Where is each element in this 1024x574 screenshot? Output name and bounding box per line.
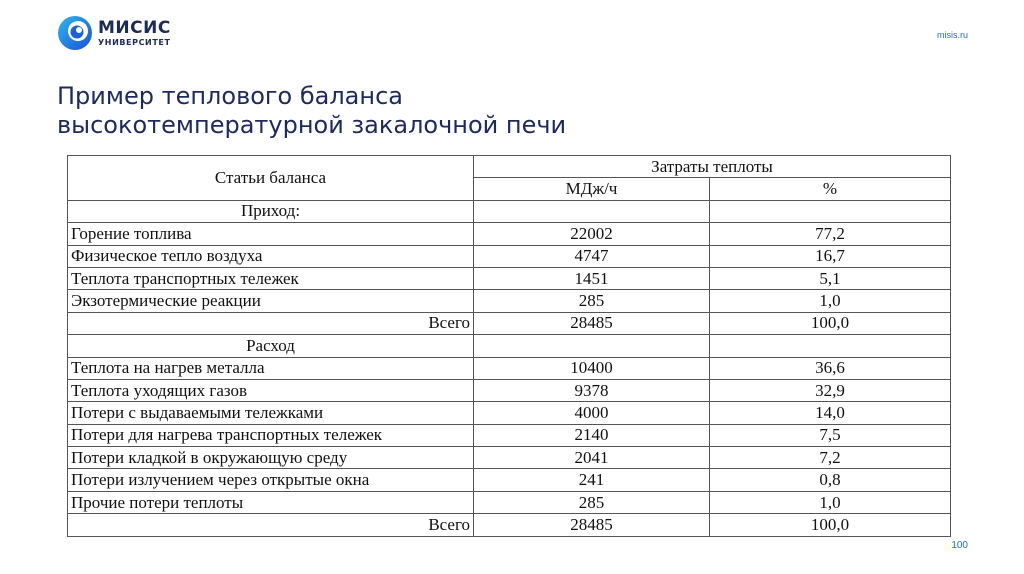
- total-label: Всего: [68, 312, 474, 334]
- total-row-expense: [68, 514, 951, 536]
- row-percent: 7,5: [710, 424, 951, 446]
- row-percent: 0,8: [710, 469, 951, 491]
- misis-logo-icon: [56, 14, 94, 52]
- row-mj: 285: [474, 491, 710, 513]
- table-row: [68, 223, 951, 245]
- row-percent: 36,6: [710, 357, 951, 379]
- row-mj: 2140: [474, 424, 710, 446]
- row-name: Потери для нагрева транспортных тележек: [68, 424, 474, 446]
- header-heat-cost: Затраты теплоты: [474, 156, 951, 178]
- row-mj: 22002: [474, 223, 710, 245]
- title-line-1: Пример теплового баланса: [57, 82, 403, 110]
- row-percent: 77,2: [710, 223, 951, 245]
- row-percent: 7,2: [710, 447, 951, 469]
- section-row-expense: [68, 335, 951, 357]
- table-row: [68, 447, 951, 469]
- header-balance-items: Статьи баланса: [68, 156, 474, 201]
- row-name: Теплота транспортных тележек: [68, 267, 474, 289]
- table-row: [68, 491, 951, 513]
- total-mj: 28485: [474, 514, 710, 536]
- row-mj: 4000: [474, 402, 710, 424]
- slide-title: [57, 82, 566, 140]
- row-mj: 2041: [474, 447, 710, 469]
- table-row: [68, 402, 951, 424]
- row-mj: 1451: [474, 267, 710, 289]
- row-percent: 32,9: [710, 379, 951, 401]
- row-percent: 1,0: [710, 491, 951, 513]
- table-row: [68, 379, 951, 401]
- table-row: [68, 357, 951, 379]
- row-name: Физическое тепло воздуха: [68, 245, 474, 267]
- row-mj: 285: [474, 290, 710, 312]
- row-name: Теплота уходящих газов: [68, 379, 474, 401]
- row-name: Потери с выдаваемыми тележками: [68, 402, 474, 424]
- row-percent: 16,7: [710, 245, 951, 267]
- row-name: Потери излучением через открытые окна: [68, 469, 474, 491]
- total-percent: 100,0: [710, 514, 951, 536]
- table-row: [68, 469, 951, 491]
- logo: [56, 14, 171, 52]
- row-percent: 14,0: [710, 402, 951, 424]
- title-line-2: высокотемпературной закалочной печи: [57, 111, 567, 139]
- header-unit-mj: МДж/ч: [474, 178, 710, 200]
- row-percent: 5,1: [710, 267, 951, 289]
- total-label: Всего: [68, 514, 474, 536]
- row-name: Потери кладкой в окружающую среду: [68, 447, 474, 469]
- row-mj: 241: [474, 469, 710, 491]
- row-name: Горение топлива: [68, 223, 474, 245]
- header-unit-percent: %: [710, 178, 951, 200]
- total-percent: 100,0: [710, 312, 951, 334]
- table-row: [68, 245, 951, 267]
- table-row: [68, 267, 951, 289]
- section-label: Расход: [68, 335, 474, 357]
- row-mj: 9378: [474, 379, 710, 401]
- row-name: Экзотермические реакции: [68, 290, 474, 312]
- section-row-income: [68, 200, 951, 222]
- page-number: 100: [951, 540, 968, 551]
- logo-subtitle: УНИВЕРСИТЕТ: [98, 37, 171, 47]
- row-mj: 4747: [474, 245, 710, 267]
- site-link[interactable]: misis.ru: [937, 30, 968, 40]
- total-row-income: [68, 312, 951, 334]
- section-label: Приход:: [68, 200, 474, 222]
- row-name: Теплота на нагрев металла: [68, 357, 474, 379]
- row-name: Прочие потери теплоты: [68, 491, 474, 513]
- row-mj: 10400: [474, 357, 710, 379]
- logo-name: МИСИС: [98, 17, 171, 38]
- table-row: [68, 424, 951, 446]
- total-mj: 28485: [474, 312, 710, 334]
- heat-balance-table: [67, 155, 951, 537]
- table-row: [68, 290, 951, 312]
- row-percent: 1,0: [710, 290, 951, 312]
